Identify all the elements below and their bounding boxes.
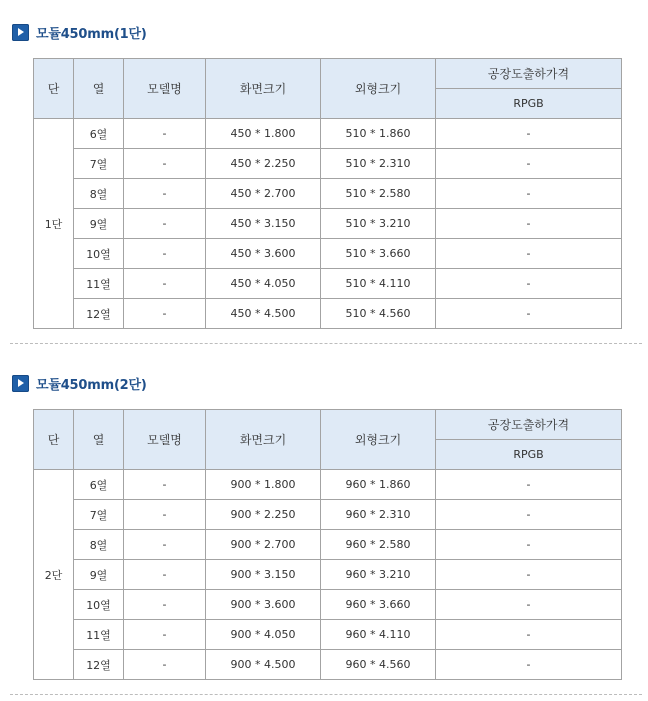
price-cell: - [436,470,622,500]
table-row [34,530,622,560]
outer-size-cell: 510 * 2.580 [321,179,436,209]
table-row [34,560,622,590]
col-cell: 12열 [74,650,124,680]
price-cell: - [436,530,622,560]
price-cell: - [436,650,622,680]
header-price-sub: RPGB [436,89,622,119]
model-cell: - [124,299,206,329]
outer-size-cell: 960 * 4.110 [321,620,436,650]
header-dan: 단 [34,59,74,119]
price-cell: - [436,149,622,179]
play-arrow-icon [12,24,29,41]
header-col: 열 [74,410,124,470]
screen-size-cell: 450 * 2.700 [206,179,321,209]
header-screen-size: 화면크기 [206,410,321,470]
spec-table [33,409,622,680]
screen-size-cell: 900 * 4.500 [206,650,321,680]
col-cell: 10열 [74,590,124,620]
col-cell: 6열 [74,470,124,500]
col-cell: 7열 [74,149,124,179]
price-cell: - [436,269,622,299]
table-row [34,620,622,650]
header-col: 열 [74,59,124,119]
header-dan: 단 [34,410,74,470]
section-title-row [12,22,147,42]
screen-size-cell: 900 * 3.600 [206,590,321,620]
outer-size-cell: 510 * 3.660 [321,239,436,269]
col-cell: 9열 [74,209,124,239]
screen-size-cell: 900 * 2.700 [206,530,321,560]
outer-size-cell: 960 * 1.860 [321,470,436,500]
model-cell: - [124,149,206,179]
dan-cell: 2단 [34,470,74,680]
header-outer-size: 외형크기 [321,59,436,119]
price-cell: - [436,179,622,209]
section-divider [10,343,642,344]
section-title-row [12,373,147,393]
outer-size-cell: 960 * 3.660 [321,590,436,620]
dan-cell: 1단 [34,119,74,329]
screen-size-cell: 450 * 4.050 [206,269,321,299]
outer-size-cell: 510 * 2.310 [321,149,436,179]
screen-size-cell: 900 * 2.250 [206,500,321,530]
table-row [34,650,622,680]
model-cell: - [124,590,206,620]
price-cell: - [436,239,622,269]
model-cell: - [124,239,206,269]
outer-size-cell: 960 * 4.560 [321,650,436,680]
screen-size-cell: 900 * 1.800 [206,470,321,500]
price-cell: - [436,560,622,590]
col-cell: 10열 [74,239,124,269]
screen-size-cell: 450 * 4.500 [206,299,321,329]
screen-size-cell: 900 * 3.150 [206,560,321,590]
section-divider [10,694,642,695]
model-cell: - [124,269,206,299]
header-price-sub: RPGB [436,440,622,470]
table-row [34,209,622,239]
price-cell: - [436,299,622,329]
play-arrow-icon [12,375,29,392]
table-row [34,179,622,209]
price-cell: - [436,590,622,620]
price-cell: - [436,119,622,149]
header-model: 모델명 [124,410,206,470]
model-cell: - [124,650,206,680]
outer-size-cell: 510 * 4.560 [321,299,436,329]
section-title: 모듈450mm(2단) [36,377,147,393]
table-row [34,299,622,329]
section-title: 모듈450mm(1단) [36,26,147,42]
model-cell: - [124,500,206,530]
screen-size-cell: 450 * 3.600 [206,239,321,269]
screen-size-cell: 450 * 3.150 [206,209,321,239]
model-cell: - [124,179,206,209]
table-row [34,470,622,500]
header-outer-size: 외형크기 [321,410,436,470]
price-cell: - [436,500,622,530]
model-cell: - [124,560,206,590]
screen-size-cell: 450 * 2.250 [206,149,321,179]
outer-size-cell: 510 * 3.210 [321,209,436,239]
screen-size-cell: 900 * 4.050 [206,620,321,650]
header-screen-size: 화면크기 [206,59,321,119]
col-cell: 6열 [74,119,124,149]
outer-size-cell: 960 * 3.210 [321,560,436,590]
col-cell: 11열 [74,620,124,650]
outer-size-cell: 960 * 2.580 [321,530,436,560]
col-cell: 12열 [74,299,124,329]
table-row [34,149,622,179]
price-cell: - [436,209,622,239]
col-cell: 8열 [74,530,124,560]
model-cell: - [124,620,206,650]
table-row [34,269,622,299]
col-cell: 9열 [74,560,124,590]
model-cell: - [124,209,206,239]
col-cell: 7열 [74,500,124,530]
model-cell: - [124,119,206,149]
table-row [34,239,622,269]
model-cell: - [124,530,206,560]
table-row [34,590,622,620]
outer-size-cell: 510 * 1.860 [321,119,436,149]
outer-size-cell: 510 * 4.110 [321,269,436,299]
screen-size-cell: 450 * 1.800 [206,119,321,149]
col-cell: 8열 [74,179,124,209]
col-cell: 11열 [74,269,124,299]
header-factory-price: 공장도출하가격 [436,410,622,440]
price-cell: - [436,620,622,650]
table-row [34,119,622,149]
header-model: 모델명 [124,59,206,119]
model-cell: - [124,470,206,500]
outer-size-cell: 960 * 2.310 [321,500,436,530]
table-row [34,500,622,530]
spec-table [33,58,622,329]
header-factory-price: 공장도출하가격 [436,59,622,89]
